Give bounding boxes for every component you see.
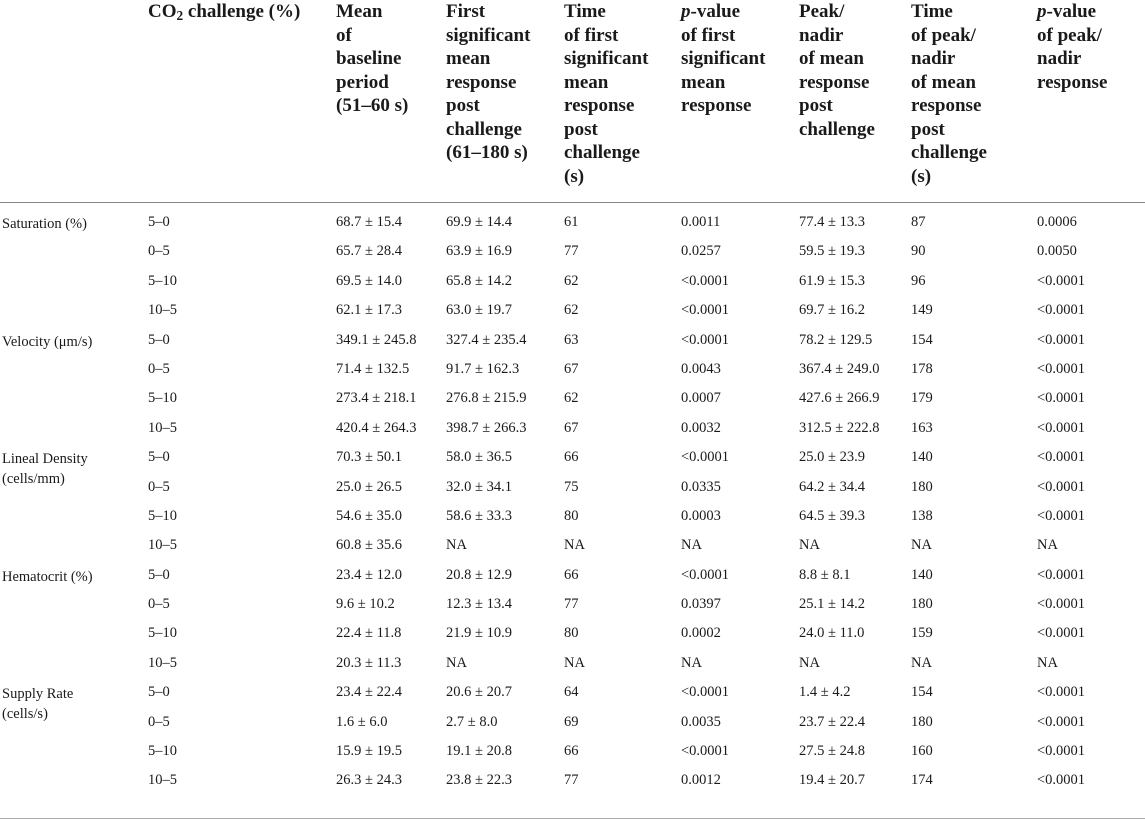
table-cell: <0.0001	[1037, 331, 1086, 348]
table-cell: 23.8 ± 22.3	[446, 772, 512, 789]
table-row	[0, 655, 1145, 684]
table-cell: 71.4 ± 132.5	[336, 360, 410, 377]
table-cell: 5–10	[148, 507, 177, 524]
table-row	[0, 625, 1145, 654]
table-cell: 9.6 ± 10.2	[336, 596, 395, 613]
row-label-cell	[0, 214, 148, 243]
table-cell: 349.1 ± 245.8	[336, 331, 417, 348]
table-cell: 140	[911, 449, 933, 466]
table-cell: 62	[564, 272, 579, 289]
row-label-cell	[0, 390, 148, 419]
table-cell: 20.8 ± 12.9	[446, 566, 512, 583]
data-table	[0, 214, 1145, 802]
table-cell: NA	[1037, 537, 1058, 554]
header-peak: Peak/ nadir of mean response post challenge	[799, 1, 875, 140]
table-cell: <0.0001	[681, 684, 730, 701]
table-cell: 23.7 ± 22.4	[799, 713, 865, 730]
table-row	[0, 537, 1145, 566]
table-cell: 25.1 ± 14.2	[799, 596, 865, 613]
table-cell: <0.0001	[1037, 566, 1086, 583]
table-cell: 70.3 ± 50.1	[336, 449, 402, 466]
header-p-peak-rest: -value of peak/ nadir response	[1037, 1, 1108, 93]
row-label-cell	[0, 420, 148, 449]
row-label-cell	[0, 273, 148, 302]
header-time-peak: Time of peak/ nadir of mean response post challenge (s)	[911, 1, 987, 187]
table-row	[0, 714, 1145, 743]
table-cell: 62	[564, 390, 579, 407]
header-time-first: Time of first significant mean response post challenge (s)	[564, 1, 649, 187]
table-cell: 0–5	[148, 596, 170, 613]
table-cell: 67	[564, 360, 579, 377]
table-cell: <0.0001	[1037, 507, 1086, 524]
row-label-cell	[0, 772, 148, 801]
table-cell: <0.0001	[1037, 419, 1086, 436]
table-cell: 0.0012	[681, 772, 721, 789]
table-cell: 5–0	[148, 684, 170, 701]
table-cell: 5–0	[148, 331, 170, 348]
table-cell: 90	[911, 243, 926, 260]
table-cell: 10–5	[148, 654, 177, 671]
table-cell: <0.0001	[681, 743, 730, 760]
table-cell: 154	[911, 684, 933, 701]
table-cell: <0.0001	[1037, 302, 1086, 319]
table-row	[0, 596, 1145, 625]
row-label-cell	[0, 684, 148, 723]
table-cell: 65.7 ± 28.4	[336, 243, 402, 260]
row-label-cell	[0, 449, 148, 488]
table-cell: 63.0 ± 19.7	[446, 302, 512, 319]
table-cell: 32.0 ± 34.1	[446, 478, 512, 495]
table-cell: 0–5	[148, 243, 170, 260]
table-cell: 96	[911, 272, 926, 289]
table-cell: 0.0257	[681, 243, 721, 260]
table-cell: 5–0	[148, 566, 170, 583]
table-cell: 69.7 ± 16.2	[799, 302, 865, 319]
table-cell: <0.0001	[1037, 772, 1086, 789]
table-cell: 61.9 ± 15.3	[799, 272, 865, 289]
row-label-cell	[0, 714, 148, 743]
table-cell: 180	[911, 596, 933, 613]
table-cell: 398.7 ± 266.3	[446, 419, 527, 436]
row-label-cell	[0, 361, 148, 390]
table-row	[0, 273, 1145, 302]
table-cell: <0.0001	[681, 449, 730, 466]
table-cell: NA	[799, 537, 820, 554]
table-cell: 179	[911, 390, 933, 407]
table-cell: <0.0001	[681, 272, 730, 289]
table-cell: 0.0007	[681, 390, 721, 407]
table-cell: 0.0002	[681, 625, 721, 642]
table-cell: 138	[911, 507, 933, 524]
table-cell: 24.0 ± 11.0	[799, 625, 865, 642]
table-cell: 77	[564, 596, 579, 613]
table-row	[0, 567, 1145, 596]
table-cell: 58.6 ± 33.3	[446, 507, 512, 524]
table-cell: 0.0011	[681, 214, 721, 230]
table-cell: 80	[564, 507, 579, 524]
table-row	[0, 743, 1145, 772]
table-cell: <0.0001	[1037, 360, 1086, 377]
header-mean-baseline: Mean of baseline period (51–60 s)	[336, 1, 409, 116]
row-label-cell	[0, 508, 148, 537]
table-cell: 62	[564, 302, 579, 319]
table-cell: 26.3 ± 24.3	[336, 772, 402, 789]
table-row	[0, 214, 1145, 243]
table-cell: 64.2 ± 34.4	[799, 478, 865, 495]
table-cell: 154	[911, 331, 933, 348]
row-label-cell	[0, 479, 148, 508]
table-row	[0, 420, 1145, 449]
table-cell: 67	[564, 419, 579, 436]
table-cell: 23.4 ± 22.4	[336, 684, 402, 701]
table-cell: 23.4 ± 12.0	[336, 566, 402, 583]
table-cell: 19.4 ± 20.7	[799, 772, 865, 789]
table-cell: 312.5 ± 222.8	[799, 419, 880, 436]
row-label-cell	[0, 743, 148, 772]
table-cell: 163	[911, 419, 933, 436]
table-cell: 58.0 ± 36.5	[446, 449, 512, 466]
table-cell: 5–10	[148, 272, 177, 289]
table-cell: NA	[564, 654, 585, 671]
table-cell: 25.0 ± 26.5	[336, 478, 402, 495]
table-cell: NA	[446, 537, 467, 554]
table-cell: 20.3 ± 11.3	[336, 654, 402, 671]
table-cell: 159	[911, 625, 933, 642]
table-cell: 69.5 ± 14.0	[336, 272, 402, 289]
table-cell: 0.0032	[681, 419, 721, 436]
header-first-significant: First significant mean response post challenge (61–180 s)	[446, 1, 531, 163]
table-cell: 5–0	[148, 449, 170, 466]
table-row	[0, 449, 1145, 478]
table-cell: 80	[564, 625, 579, 642]
header-p-first: p-value of first significant mean response	[681, 1, 766, 116]
table-row	[0, 508, 1145, 537]
table-cell: <0.0001	[1037, 449, 1086, 466]
group-label: Velocity (μm/s)	[2, 333, 93, 350]
table-cell: 77.4 ± 13.3	[799, 214, 865, 230]
header-p-peak: p-value of peak/ nadir response	[1037, 1, 1108, 93]
table-row	[0, 390, 1145, 419]
table-cell: 66	[564, 743, 579, 760]
table-cell: 63.9 ± 16.9	[446, 243, 512, 260]
table-row	[0, 243, 1145, 272]
table-cell: 10–5	[148, 537, 177, 554]
row-label-cell	[0, 567, 148, 596]
table-row	[0, 302, 1145, 331]
table-cell: 327.4 ± 235.4	[446, 331, 527, 348]
table-cell: 5–10	[148, 390, 177, 407]
header-p-first-rest: -value of first significant mean response	[681, 1, 766, 116]
table-cell: 54.6 ± 35.0	[336, 507, 402, 524]
table-cell: <0.0001	[1037, 625, 1086, 642]
table-cell: 10–5	[148, 302, 177, 319]
table-cell: 64	[564, 684, 579, 701]
row-label-cell	[0, 332, 148, 361]
table-cell: 12.3 ± 13.4	[446, 596, 512, 613]
table-cell: NA	[799, 654, 820, 671]
table-cell: <0.0001	[1037, 596, 1086, 613]
table-cell: 1.6 ± 6.0	[336, 713, 388, 730]
table-cell: 0.0335	[681, 478, 721, 495]
table-cell: 69.9 ± 14.4	[446, 214, 512, 230]
table-cell: 22.4 ± 11.8	[336, 625, 402, 642]
table-cell: 62.1 ± 17.3	[336, 302, 402, 319]
table-cell: 5–10	[148, 743, 177, 760]
table-cell: <0.0001	[1037, 684, 1086, 701]
table-cell: 273.4 ± 218.1	[336, 390, 417, 407]
table-cell: 174	[911, 772, 933, 789]
table-cell: <0.0001	[1037, 390, 1086, 407]
table-cell: <0.0001	[1037, 743, 1086, 760]
table-cell: 61	[564, 214, 579, 230]
table-cell: 0.0050	[1037, 243, 1077, 260]
table-cell: 15.9 ± 19.5	[336, 743, 402, 760]
group-label: Saturation (%)	[2, 216, 87, 232]
table-cell: NA	[681, 537, 702, 554]
table-cell: <0.0001	[681, 566, 730, 583]
table-cell: 69	[564, 713, 579, 730]
table-cell: 78.2 ± 129.5	[799, 331, 873, 348]
table-cell: 160	[911, 743, 933, 760]
table-cell: 0.0006	[1037, 214, 1077, 230]
table-cell: 75	[564, 478, 579, 495]
table-cell: NA	[911, 537, 932, 554]
table-cell: 0.0397	[681, 596, 721, 613]
table-cell: 180	[911, 713, 933, 730]
table-cell: 63	[564, 331, 579, 348]
table-cell: 180	[911, 478, 933, 495]
table-cell: 0–5	[148, 478, 170, 495]
table-cell: 27.5 ± 24.8	[799, 743, 865, 760]
table-cell: 10–5	[148, 772, 177, 789]
group-label: Lineal Density (cells/mm)	[2, 451, 88, 488]
table-cell: 65.8 ± 14.2	[446, 272, 512, 289]
table-cell: <0.0001	[1037, 272, 1086, 289]
table-cell: 0.0043	[681, 360, 721, 377]
table-cell: <0.0001	[1037, 713, 1086, 730]
table-cell: 276.8 ± 215.9	[446, 390, 527, 407]
table-cell: 0–5	[148, 360, 170, 377]
table-cell: 0.0035	[681, 713, 721, 730]
table-cell: 66	[564, 449, 579, 466]
group-label: Supply Rate (cells/s)	[2, 686, 74, 723]
table-row	[0, 361, 1145, 390]
table-cell: 21.9 ± 10.9	[446, 625, 512, 642]
table-cell: 420.4 ± 264.3	[336, 419, 417, 436]
table-cell: NA	[681, 654, 702, 671]
table-cell: 64.5 ± 39.3	[799, 507, 865, 524]
table-cell: 20.6 ± 20.7	[446, 684, 512, 701]
table-cell: 77	[564, 772, 579, 789]
row-label-cell	[0, 655, 148, 684]
row-label-cell	[0, 302, 148, 331]
table-cell: 0–5	[148, 713, 170, 730]
row-label-cell	[0, 596, 148, 625]
table-cell: 77	[564, 243, 579, 260]
row-label-cell	[0, 243, 148, 272]
table-cell: 19.1 ± 20.8	[446, 743, 512, 760]
header-rule	[0, 202, 1145, 203]
table-cell: <0.0001	[681, 331, 730, 348]
table-cell: NA	[911, 654, 932, 671]
table-cell: 367.4 ± 249.0	[799, 360, 880, 377]
table-cell: 5–10	[148, 625, 177, 642]
table-cell: 1.4 ± 4.2	[799, 684, 851, 701]
table-cell: <0.0001	[1037, 478, 1086, 495]
table-cell: 68.7 ± 15.4	[336, 214, 402, 230]
table-cell: 0.0003	[681, 507, 721, 524]
table-row	[0, 684, 1145, 713]
table-cell: 149	[911, 302, 933, 319]
table-cell: 10–5	[148, 419, 177, 436]
row-label-cell	[0, 625, 148, 654]
table-cell: 91.7 ± 162.3	[446, 360, 520, 377]
table-cell: NA	[564, 537, 585, 554]
table-cell: 66	[564, 566, 579, 583]
header-co2-challenge: $CO_2$ challenge (%)	[148, 1, 301, 23]
table-cell: NA	[1037, 654, 1058, 671]
table-cell: 59.5 ± 19.3	[799, 243, 865, 260]
table-row	[0, 772, 1145, 801]
table-cell: 2.7 ± 8.0	[446, 713, 498, 730]
table-cell: <0.0001	[681, 302, 730, 319]
table-row	[0, 332, 1145, 361]
table-cell: 5–0	[148, 214, 170, 230]
table-cell: 140	[911, 566, 933, 583]
table-cell: 87	[911, 214, 926, 230]
table-cell: 427.6 ± 266.9	[799, 390, 880, 407]
table-cell: NA	[446, 654, 467, 671]
table-cell: 8.8 ± 8.1	[799, 566, 851, 583]
table-cell: 25.0 ± 23.9	[799, 449, 865, 466]
table-row	[0, 479, 1145, 508]
table-cell: 178	[911, 360, 933, 377]
group-label: Hematocrit (%)	[2, 568, 93, 585]
row-label-cell	[0, 537, 148, 566]
table-cell: 60.8 ± 35.6	[336, 537, 402, 554]
